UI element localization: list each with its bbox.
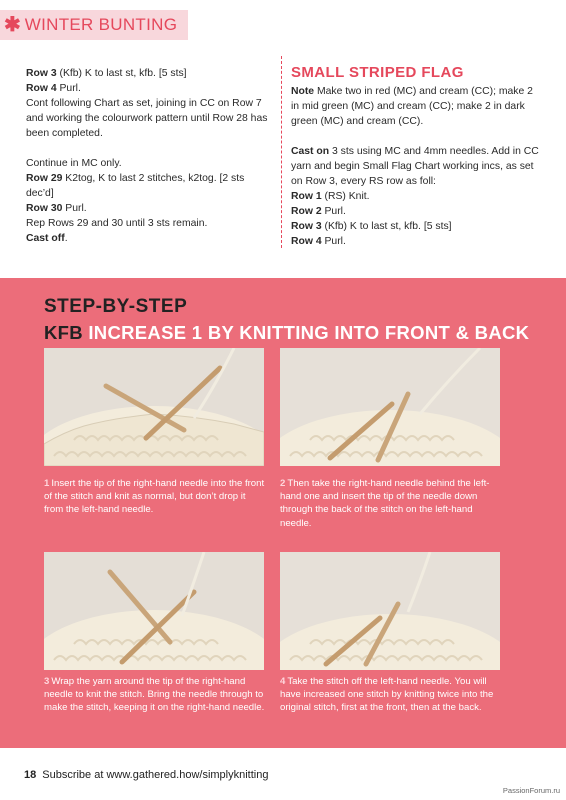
step-text: Take the stitch off the left-hand needle. You will have increased one stitch by knitting twice into the original stitch, first at the front, then at the back. bbox=[280, 676, 494, 714]
step-number: 1 bbox=[44, 478, 50, 489]
instruction-label: Row 2 bbox=[291, 206, 322, 217]
instruction-label: Row 3 bbox=[26, 68, 57, 79]
step-text: Wrap the yarn around the tip of the right-hand needle to knit the stitch. Bring the needle through to make the stitch, keeping it on the right-hand needle. bbox=[44, 676, 265, 714]
instruction-line bbox=[291, 84, 541, 129]
step-2-photo bbox=[280, 348, 500, 466]
instruction-text: Purl. bbox=[56, 83, 81, 94]
instruction-label: Row 4 bbox=[291, 236, 322, 247]
column-divider bbox=[281, 56, 282, 248]
instruction-label: Row 1 bbox=[291, 191, 322, 202]
instruction-line bbox=[26, 81, 272, 96]
kfb-subheading-text: INCREASE 1 BY KNITTING INTO FRONT & BACK bbox=[82, 322, 530, 343]
instruction-line bbox=[26, 201, 272, 216]
instruction-line bbox=[26, 96, 272, 141]
instruction-text: Purl. bbox=[62, 203, 87, 214]
instruction-text: . bbox=[64, 233, 68, 244]
instruction-label: Row 29 bbox=[26, 173, 63, 184]
step-3-photo bbox=[44, 552, 264, 670]
paragraph-gap bbox=[26, 141, 272, 156]
instruction-text: (RS) Knit. bbox=[321, 191, 370, 202]
step-3-caption bbox=[44, 675, 266, 715]
instruction-line bbox=[26, 171, 272, 201]
kfb-label: KFB bbox=[44, 322, 83, 343]
instruction-text: Cont following Chart as set, joining in CC on Row 7 and working the colourwork pattern until Row 28 has been completed. bbox=[26, 98, 268, 139]
step-number: 4 bbox=[280, 676, 286, 687]
step-text: Insert the tip of the right-hand needle into the front of the stitch and knit as normal, but don’t drop it from the left-hand needle. bbox=[44, 478, 265, 516]
subscribe-link[interactable]: Subscribe at www.gathered.how/simplyknitting bbox=[42, 769, 269, 781]
step-4-caption bbox=[280, 675, 502, 715]
instruction-label: Cast off bbox=[26, 233, 65, 244]
instruction-text: Continue in MC only. bbox=[26, 158, 122, 169]
step-number: 3 bbox=[44, 676, 50, 687]
step-by-step-heading: STEP-BY-STEP bbox=[44, 296, 188, 317]
instruction-text: Make two in red (MC) and cream (CC); make 2 in mid green (MC) and cream (CC); make 2 in dark green (MC) and cream (CC). bbox=[291, 86, 533, 127]
instruction-line bbox=[26, 156, 272, 171]
instruction-line bbox=[291, 234, 541, 249]
instruction-line bbox=[26, 66, 272, 81]
watermark: PassionForum.ru bbox=[502, 786, 560, 795]
instruction-text: K2tog, K to last 2 stitches, k2tog. [2 sts dec’d] bbox=[26, 173, 245, 199]
instruction-line bbox=[26, 231, 272, 246]
kfb-subheading bbox=[44, 322, 529, 344]
instruction-line bbox=[291, 189, 541, 204]
instruction-line bbox=[26, 216, 272, 231]
instruction-text: 3 sts using MC and 4mm needles. Add in CC yarn and begin Small Flag Chart working incs, as set on Row 3, every RS row as foll: bbox=[291, 146, 539, 187]
page-number: 18 bbox=[24, 769, 37, 781]
instruction-label: Cast on bbox=[291, 146, 330, 157]
instruction-text: Purl. bbox=[321, 236, 346, 247]
instruction-label: Row 3 bbox=[291, 221, 322, 232]
pattern-instructions-left bbox=[26, 66, 272, 246]
section-title: WINTER BUNTING bbox=[24, 15, 178, 34]
instruction-label: Row 4 bbox=[26, 83, 57, 94]
asterisk-icon: ✱ bbox=[4, 14, 21, 36]
step-1-photo bbox=[44, 348, 264, 466]
instruction-line bbox=[291, 144, 541, 189]
instruction-text: (Kfb) K to last st, kfb. [5 sts] bbox=[56, 68, 187, 79]
instruction-line bbox=[291, 204, 541, 219]
step-2-caption bbox=[280, 477, 502, 530]
small-flag-title: SMALL STRIPED FLAG bbox=[291, 64, 464, 81]
instruction-label: Row 30 bbox=[26, 203, 63, 214]
instruction-text: (Kfb) K to last st, kfb. [5 sts] bbox=[321, 221, 452, 232]
instruction-text: Rep Rows 29 and 30 until 3 sts remain. bbox=[26, 218, 208, 229]
instruction-text: Purl. bbox=[321, 206, 346, 217]
paragraph-gap bbox=[291, 129, 541, 144]
step-4-photo bbox=[280, 552, 500, 670]
step-number: 2 bbox=[280, 478, 286, 489]
step-text: Then take the right-hand needle behind the left-hand one and insert the tip of the needle down through the back of the stitch on the left-hand needle. bbox=[280, 478, 490, 529]
instruction-line bbox=[291, 219, 541, 234]
pattern-instructions-right bbox=[291, 64, 541, 249]
instruction-label: Note bbox=[291, 86, 315, 97]
section-header bbox=[0, 10, 188, 40]
page-footer bbox=[24, 769, 268, 781]
step-1-caption bbox=[44, 477, 266, 517]
